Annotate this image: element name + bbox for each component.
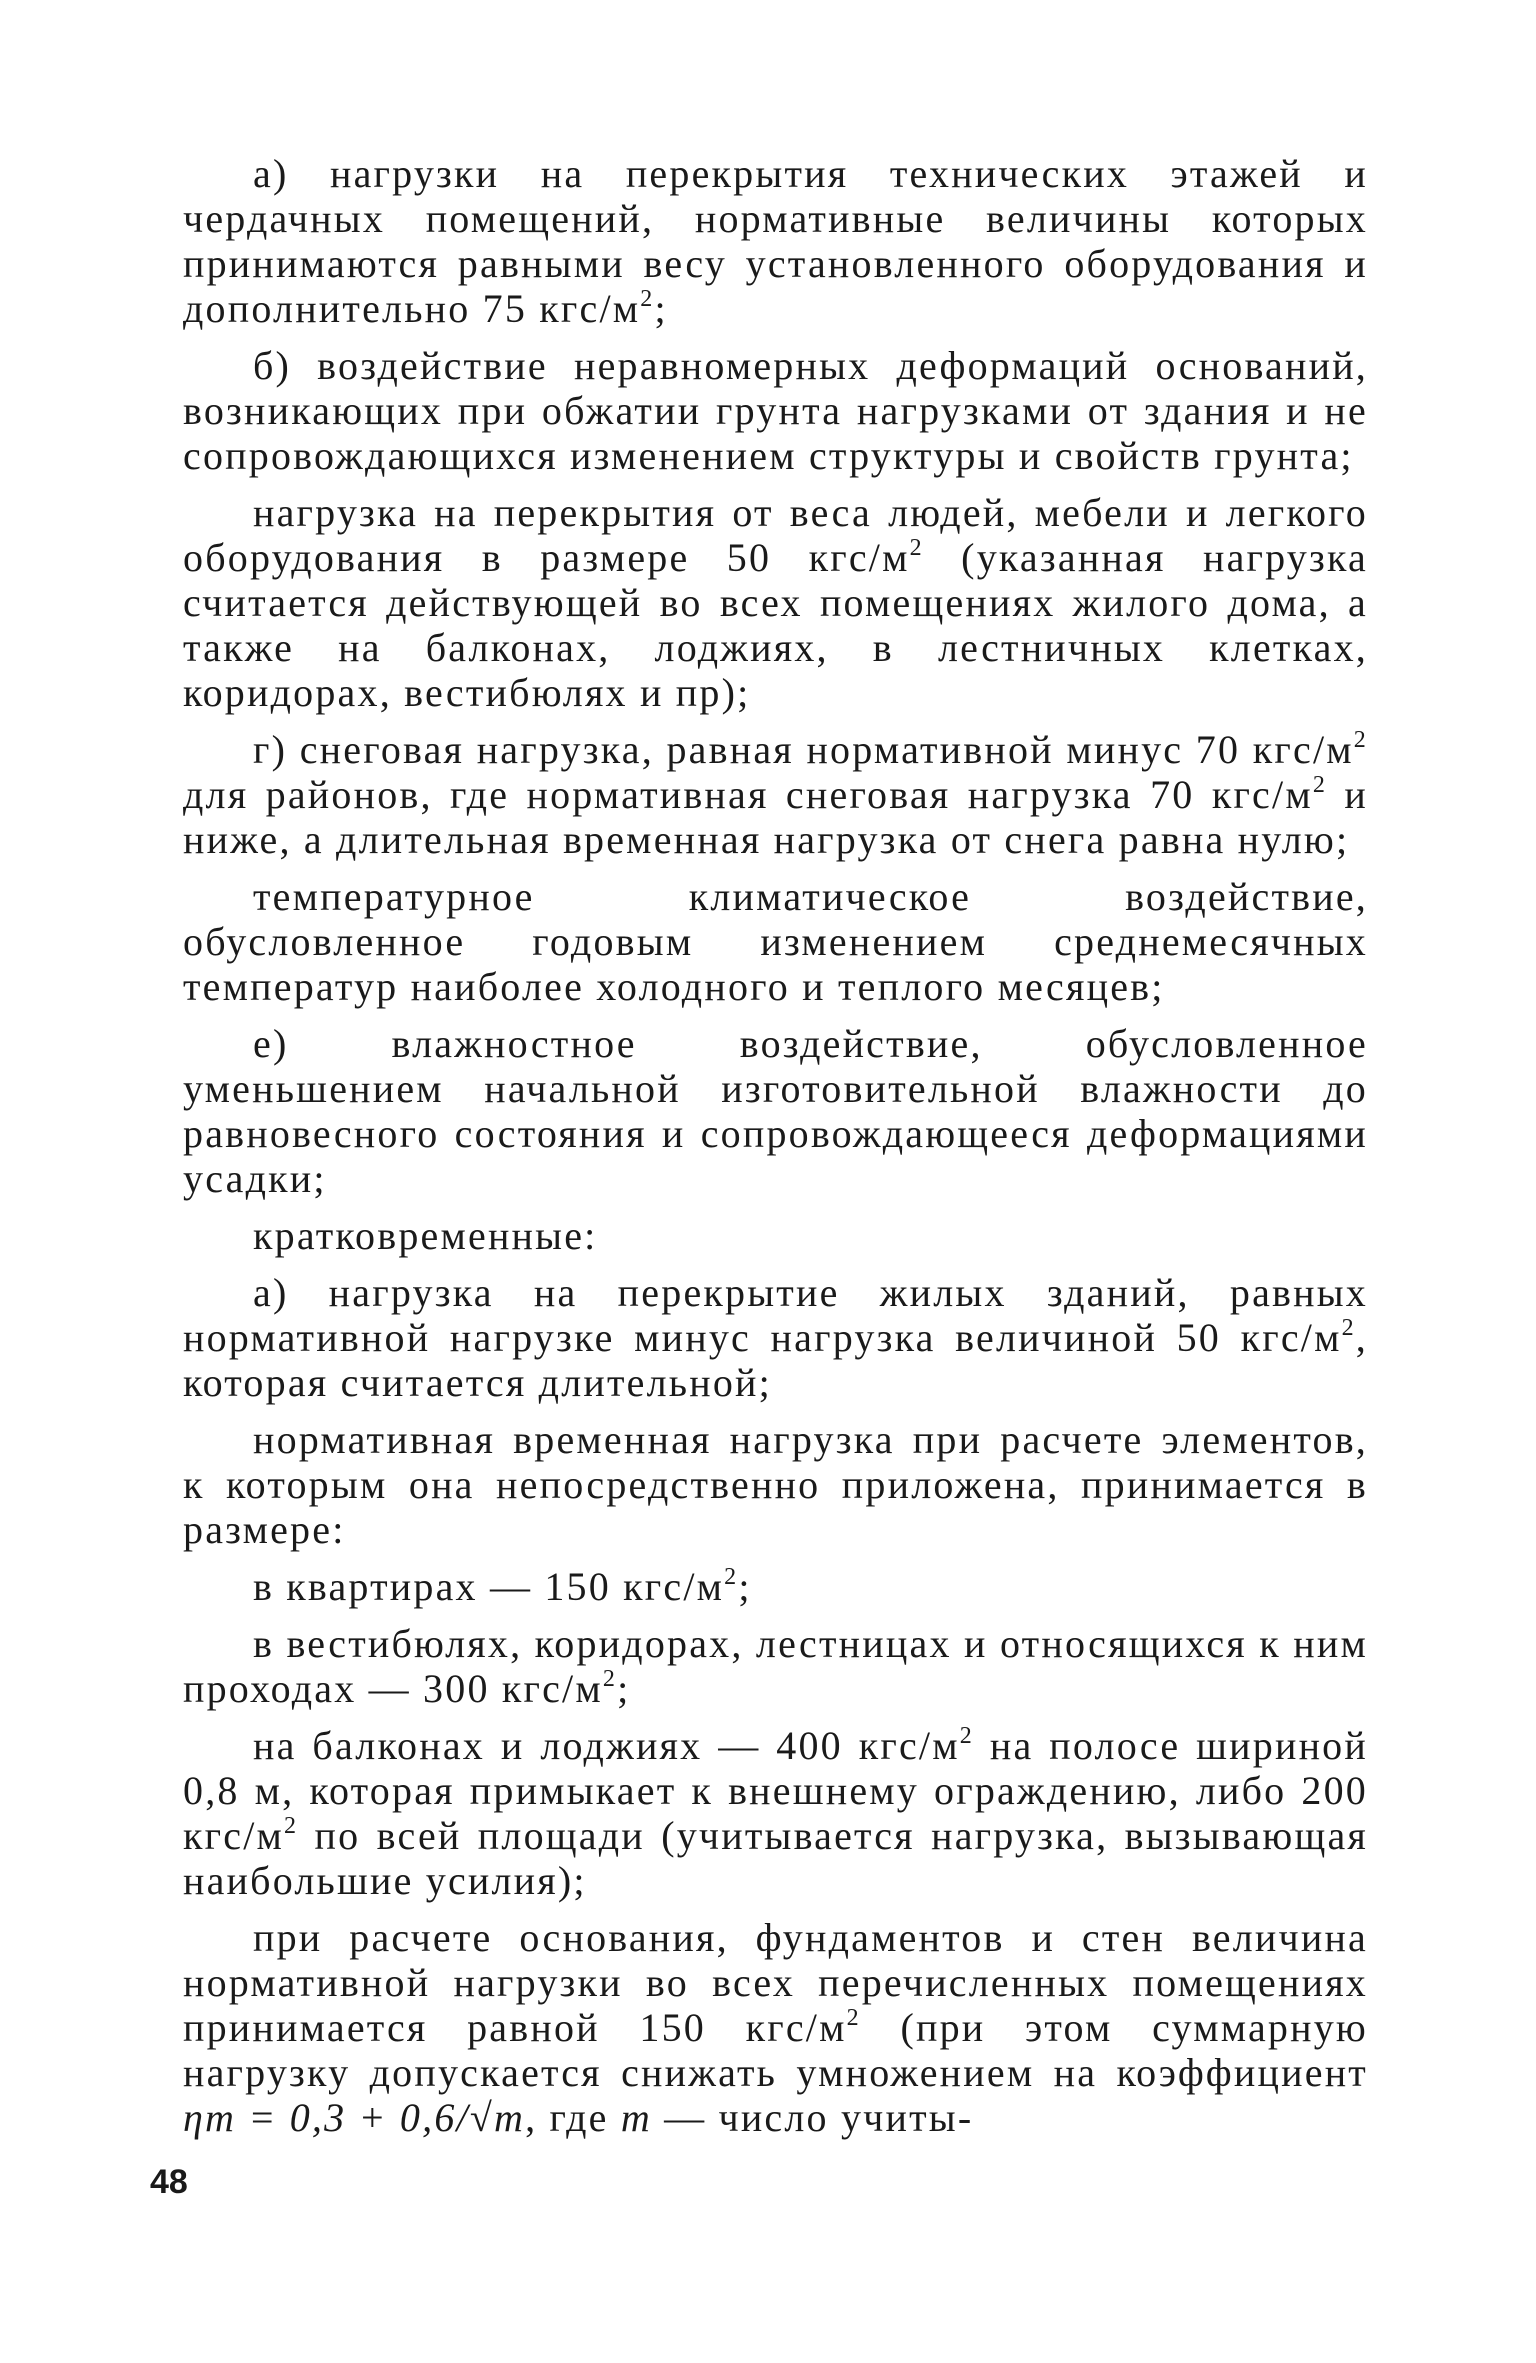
text-run: б) воздействие неравномерных деформаций оснований, возникающих при обжатии грунта нагрузками от здания и не сопровождающихся изменением структуры и свойств грунта; xyxy=(183,343,1368,478)
paragraph-short-term-heading xyxy=(183,1213,1368,1258)
superscript: 2 xyxy=(284,1813,299,1839)
superscript: 2 xyxy=(724,1564,739,1590)
superscript: 2 xyxy=(909,535,924,561)
text-run: температурное климатическое воздействие, обусловленное годовым изменением среднемесячных температур наиболее холодного и теплого месяцев; xyxy=(183,874,1368,1009)
text-run: (при этом суммарную нагрузку допускается снижать умножением на коэффициент xyxy=(183,2005,1368,2095)
superscript: 2 xyxy=(846,2005,861,2031)
text-run: ; xyxy=(617,1666,631,1711)
text-run: в квартирах — 150 кгс/м xyxy=(253,1564,725,1609)
superscript: 2 xyxy=(640,286,655,312)
paragraph-b-deformations xyxy=(183,343,1368,478)
text-run: , которая считается длительной; xyxy=(183,1315,1368,1405)
text-run: при расчете основания, фундаментов и стен величина нормативной нагрузки во всех перечисленных помещениях принимается равной 150 кгс/м xyxy=(183,1915,1368,2050)
paragraph-g-snow-load xyxy=(183,727,1368,862)
reduction-coefficient-formula: ηm = 0,3 + 0,6/√m xyxy=(183,2095,526,2140)
paragraph-floor-load xyxy=(183,490,1368,715)
text-run: , где xyxy=(525,2095,621,2140)
superscript: 2 xyxy=(1312,772,1328,798)
page-number: 48 xyxy=(150,2163,188,2201)
superscript: 2 xyxy=(1353,727,1368,753)
superscript: 2 xyxy=(602,1666,618,1692)
paragraph-apartments xyxy=(183,1564,1368,1609)
text-run: ; xyxy=(738,1564,752,1609)
paragraph-balconies xyxy=(183,1723,1368,1903)
text-run: в вестибюлях, коридорах, лестницах и относящихся к ним проходах — 300 кгс/м xyxy=(183,1621,1368,1711)
variable-m: m xyxy=(620,2095,652,2140)
text-run: (указанная нагрузка считается действующей во всех помещениях жилого дома, а также на балконах, лоджиях, в лестничных клетках, коридорах, вестибюлях и пр); xyxy=(183,535,1368,715)
text-run: для районов, где нормативная снеговая нагрузка 70 кгс/м xyxy=(183,772,1313,817)
text-run: ; xyxy=(654,286,668,331)
paragraph-a-residential-load xyxy=(183,1270,1368,1405)
paragraph-normative-temporary-load xyxy=(183,1417,1368,1552)
paragraph-a-technical-floors xyxy=(183,151,1368,331)
text-run: на полосе шириной 0,8 м, которая примыкает к внешнему ограждению, либо 200 кгс/м xyxy=(183,1723,1368,1858)
text-run: по всей площади (учитывается нагрузка, вызывающая наибольшие усилия); xyxy=(183,1813,1368,1903)
text-run: нагрузка на перекрытия от веса людей, мебели и легкого оборудования в размере 50 кгс/м xyxy=(183,490,1368,580)
text-run: на балконах и лоджиях — 400 кгс/м xyxy=(253,1723,960,1768)
text-run: а) нагрузка на перекрытие жилых зданий, равных нормативной нагрузке минус нагрузка величиной 50 кгс/м xyxy=(183,1270,1368,1360)
text-run: г) снеговая нагрузка, равная нормативной минус 70 кгс/м xyxy=(253,727,1354,772)
paragraph-e-moisture xyxy=(183,1021,1368,1201)
paragraph-foundations xyxy=(183,1915,1368,2140)
superscript: 2 xyxy=(959,1723,974,1749)
paragraph-lobbies xyxy=(183,1621,1368,1711)
text-run: е) влажностное воздействие, обусловленное уменьшением начальной изготовительной влажности до равновесного состояния и сопровождающееся деформациями усадки; xyxy=(183,1021,1368,1201)
paragraph-temperature xyxy=(183,874,1368,1009)
text-run: и ниже, а длительная временная нагрузка от снега равна нулю; xyxy=(183,772,1368,862)
text-run: кратковременные: xyxy=(253,1213,598,1258)
superscript: 2 xyxy=(1341,1315,1356,1341)
text-run: а) нагрузки на перекрытия технических этажей и чердачных помещений, нормативные величины которых принимаются равными весу установленного оборудования и дополнительно 75 кгс/м xyxy=(183,151,1368,331)
text-run: нормативная временная нагрузка при расчете элементов, к которым она непосредственно приложена, принимается в размере: xyxy=(183,1417,1368,1552)
body-text xyxy=(183,151,1368,2152)
text-run: — число учиты- xyxy=(651,2095,974,2140)
